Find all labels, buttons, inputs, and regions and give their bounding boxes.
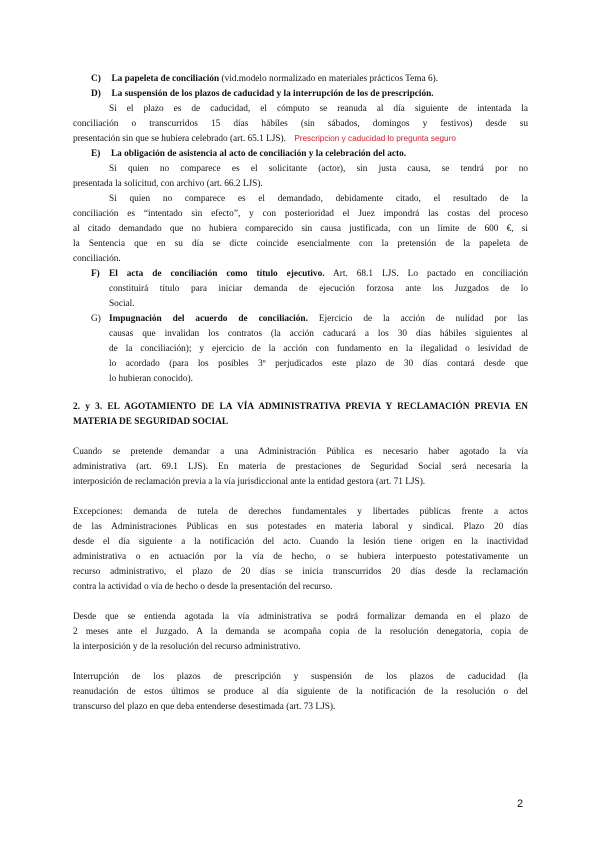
item-g-line-1 <box>109 313 528 325</box>
item-d-line-3-text: presentación sin que se hubiera celebrado (art. 65.1 LJS). <box>73 134 286 144</box>
item-e-label: E) <box>91 149 101 159</box>
item-e-title: La obligación de asistencia al acto de conciliación y la celebración del acto. <box>110 149 407 159</box>
handwritten-note: Prescripcion y caducidad lo pregunta seguro <box>294 134 456 143</box>
item-d-line-1: Si el plazo es de caducidad, el cómputo se reanuda al día siguiente de intentada la <box>109 104 528 114</box>
item-f-title: El acta de conciliación como título ejecutivo. <box>109 269 325 279</box>
item-d-line-2: conciliación o transcurridos 15 días hábiles (sin sábados, domingos y festivos) desde su <box>73 119 528 129</box>
item-e-b-line-1: Si quien no comparece es el demandado, debidamente citado, el resultado de la <box>109 194 528 204</box>
item-e-heading <box>91 148 406 160</box>
item-g-line-1-rest: Ejercicio de la acción de nulidad por las <box>307 314 528 324</box>
page-number: 2 <box>517 798 524 810</box>
item-g-line-4: lo acordado (para los posibles 3º perjudicados este plazo de 30 días contará desde que <box>109 359 528 369</box>
paragraph-4-line-3: transcurso del plazo en que deba entenderse desestimada (art. 73 LJS). <box>73 702 336 712</box>
paragraph-2-line-1: Excepciones: demanda de tutela de derechos fundamentales y libertades públicas frente a actos <box>73 507 528 517</box>
paragraph-3-line-3: la interposición y de la resolución del recurso administrativo. <box>73 642 301 652</box>
item-d-line-3 <box>73 133 456 145</box>
paragraph-1-line-2: administrativa (art. 69.1 LJS). En materia de prestaciones de Seguridad Social será necesaria la <box>73 462 528 472</box>
item-e-b-line-2: conciliación es “intentado sin efecto”, y con posterioridad el Juez impondrá las costas del proceso <box>73 209 528 219</box>
item-c-rest: (vid.modelo normalizado en materiales prácticos Tema 6). <box>219 74 439 84</box>
paragraph-1-line-3: interposición de reclamación previa a la vía jurisdiccional ante la entidad gestora (art. 71 LJS). <box>73 477 426 487</box>
item-f-line-2: constituirá título para iniciar demanda de ejecución forzosa ante los Juzgados de lo <box>109 284 528 294</box>
paragraph-3-line-1: Desde que se entienda agotada la vía administrativa se podrá formalizar demanda en el plazo de <box>73 612 528 622</box>
paragraph-2-line-3: desde el día siguiente a la notificación del acto. Cuando la lesión tiene origen en la inactividad <box>73 537 528 547</box>
paragraph-2-line-2: de las Administraciones Públicas en sus potestades en materia laboral y sindical. Plazo 20 días <box>73 522 528 532</box>
item-g-label: G) <box>91 314 101 324</box>
item-f-line-1-rest: Art. 68.1 LJS. Lo pactado en conciliación <box>324 269 528 279</box>
item-c-title: La papeleta de conciliación <box>111 74 220 84</box>
section-heading-line-2: MATERIA DE SEGURIDAD SOCIAL <box>73 417 229 427</box>
paragraph-3-line-2: 2 meses ante el Juzgado. A la demanda se acompaña copia de la resolución denegatoria, copia de <box>73 627 528 637</box>
item-g-line-5: lo hubieran conocido). <box>109 374 193 384</box>
item-e-b-line-3: al citado demandado que no hubiera comparecido sin causa justificada, con un límite de 600 €, si <box>73 224 528 234</box>
item-c-label: C) <box>91 74 101 84</box>
paragraph-1-line-1: Cuando se pretende demandar a una Administración Pública es necesario haber agotado la vía <box>73 447 528 457</box>
item-e-b-line-4: la Sentencia que en su día se dicte coincide esencialmente con la pretensión de la papeleta de <box>73 239 528 249</box>
item-d-heading <box>91 88 434 100</box>
paragraph-4-line-1: Interrupción de los plazos de prescripción y suspensión de los plazos de caducidad (la <box>73 672 528 682</box>
item-f-label: F) <box>91 269 100 279</box>
item-e-a-line-1: Si quien no comparece es el solicitante (actor), sin justa causa, se tendrá por no <box>109 164 528 174</box>
item-g-title: Impugnación del acuerdo de conciliación. <box>109 314 308 324</box>
item-f-line-1 <box>109 268 528 280</box>
paragraph-2-line-5: recurso administrativo, el plazo de 20 días se inicia transcurridos 20 días desde la reclamación <box>73 567 528 577</box>
item-g-line-3: de la conciliación); y ejercicio de la acción con fundamento en la ilegalidad o lesividad de <box>109 344 528 354</box>
item-d-label: D) <box>91 89 101 99</box>
item-f-line-3: Social. <box>109 299 135 309</box>
item-e-a-line-2: presentada la solicitud, con archivo (art. 66.2 LJS). <box>73 179 263 189</box>
item-g-line-2: causas que invalidan los contratos (la acción caducará a los 30 días hábiles siguientes al <box>109 329 528 339</box>
paragraph-4-line-2: reanudación de estos últimos se produce al día siguiente de la notificación de la resolución o del <box>73 687 528 697</box>
item-d-title: La suspensión de los plazos de caducidad y la interrupción de los de prescripción. <box>111 89 434 99</box>
item-e-b-line-5: conciliación. <box>73 254 121 264</box>
item-c <box>91 73 438 85</box>
section-heading-line-1: 2. y 3. EL AGOTAMIENTO DE LA VÍA ADMINISTRATIVA PREVIA Y RECLAMACIÓN PREVIA EN <box>73 402 528 412</box>
paragraph-2-line-4: administrativa o en actuación por la vía de hecho, o se hubiera interpuesto potestativamente un <box>73 552 528 562</box>
paragraph-2-line-6: contra la actividad o vía de hecho o desde la presentación del recurso. <box>73 582 333 592</box>
